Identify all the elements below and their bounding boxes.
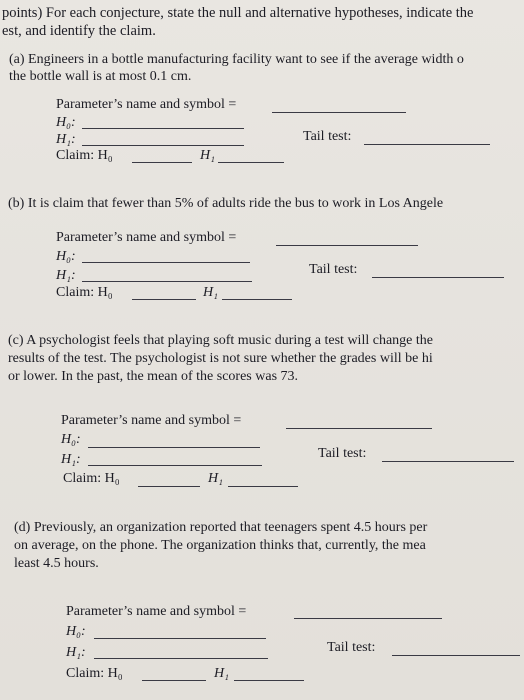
h1-blank-b[interactable] [82,281,252,282]
question-c-line-1: (c) A psychologist feels that playing soft music during a test will change the [8,333,433,348]
claim-h0-label-d: Claim: H₀ [66,666,123,681]
tail-test-blank-a[interactable] [364,144,490,145]
h1-blank-c[interactable] [88,465,262,466]
claim-h1-blank-a[interactable] [218,162,284,163]
h1-blank-d[interactable] [94,658,268,659]
question-d-line-2: on average, on the phone. The organization thinks that, currently, the mea [14,538,426,553]
question-d-line-1: (d) Previously, an organization reported that teenagers spent 4.5 hours per [14,520,428,535]
h0-blank-a[interactable] [82,128,244,129]
parameter-label-d: Parameter’s name and symbol = [66,604,247,619]
instructions-line-2: est, and identify the claim. [2,23,156,39]
parameter-blank-b[interactable] [276,245,418,246]
parameter-blank-a[interactable] [272,112,406,113]
tail-test-label-a: Tail test: [303,129,352,144]
tail-test-label-b: Tail test: [309,262,358,277]
h1-label-c: H₁: [61,452,81,467]
h0-label-c: H₀: [61,432,81,447]
question-d-line-3: least 4.5 hours. [14,556,99,571]
claim-h0-label-b: Claim: H₀ [56,285,113,300]
parameter-blank-d[interactable] [294,618,442,619]
h0-blank-b[interactable] [82,262,250,263]
h1-label-b: H₁: [56,268,76,283]
tail-test-blank-d[interactable] [392,655,520,656]
question-c-line-3: or lower. In the past, the mean of the scores was 73. [8,369,299,384]
claim-h0-blank-b[interactable] [132,299,196,300]
h0-label-a: H₀: [56,115,76,130]
h0-label-b: H₀: [56,249,76,264]
claim-h1-label-a: H₁ [200,148,215,163]
parameter-blank-c[interactable] [286,428,432,429]
claim-h1-blank-b[interactable] [222,299,292,300]
tail-test-blank-b[interactable] [372,277,504,278]
claim-h1-label-d: H₁ [214,666,229,681]
question-a-line-1: (a) Engineers in a bottle manufacturing facility want to see if the average width o [9,52,464,67]
claim-h0-blank-a[interactable] [132,162,192,163]
h1-blank-a[interactable] [82,145,244,146]
h0-label-d: H₀: [66,624,86,639]
claim-h1-blank-d[interactable] [234,680,304,681]
claim-h0-blank-d[interactable] [142,680,206,681]
h0-blank-c[interactable] [88,447,260,448]
h1-label-d: H₁: [66,645,86,660]
claim-h0-label-c: Claim: H₀ [63,471,120,486]
claim-h1-label-b: H₁ [203,285,218,300]
parameter-label-c: Parameter’s name and symbol = [61,413,242,428]
parameter-label-a: Parameter’s name and symbol = [56,97,237,112]
question-c-line-2: results of the test. The psychologist is not sure whether the grades will be hi [8,351,433,366]
claim-h1-blank-c[interactable] [228,486,298,487]
claim-h1-label-c: H₁ [208,471,223,486]
h0-blank-d[interactable] [94,638,266,639]
claim-h0-label-a: Claim: H₀ [56,148,113,163]
tail-test-label-c: Tail test: [318,446,367,461]
question-a-line-2: the bottle wall is at most 0.1 cm. [9,69,192,84]
claim-h0-blank-c[interactable] [138,486,200,487]
parameter-label-b: Parameter’s name and symbol = [56,230,237,245]
instructions-line-1: points) For each conjecture, state the null and alternative hypotheses, indicate the [2,5,474,21]
tail-test-blank-c[interactable] [382,461,514,462]
question-b-line-1: (b) It is claim that fewer than 5% of adults ride the bus to work in Los Angele [8,196,444,211]
h1-label-a: H₁: [56,132,76,147]
tail-test-label-d: Tail test: [327,640,376,655]
